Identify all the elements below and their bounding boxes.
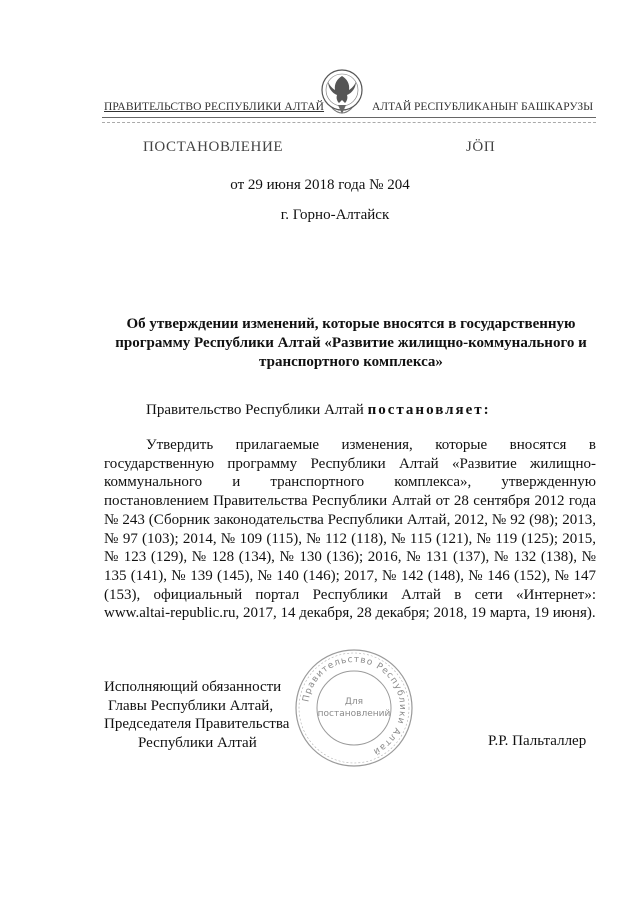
decree-prefix: Правительство Республики Алтай [146, 402, 364, 418]
body-paragraph: Утвердить прилагаемые изменения, которые вносятся в государственную программу Республики Алтай «Развитие жилищно-коммунального и транспортного комплекса», утвержденную постановлением Правительства Республики Алтай от 28 сентября 2012 года № 243 (Сборник законодательства Республики Алтай, 2012, № 92 (98); 2013, № 97 (103); 2014, № 109 (115), № 112 (118), № 115 (121), № 119 (125); 2015, № 123 (129), № 128 (134), № 130 (136); 2016, № 131 (137), № 132 (138), № 135 (141), № 139 (145), № 140 (146); 2017, № 142 (148), № 146 (152), № 147 (153), официальный портал Республики Алтай в сети «Интернет»: www.altai-republic.ru, 2017, 14 декабря, 28 декабря; 2018, 19 марта, 19 июня). [104, 437, 596, 622]
signatory-line-3: Председателя Правительства [104, 716, 290, 732]
stamp-center-line1: Для [344, 697, 364, 707]
header-rule-secondary [102, 122, 596, 123]
doc-type-ru: ПОСТАНОВЛЕНИЕ [143, 139, 284, 155]
doc-type-alt: ЈӦП [466, 139, 496, 155]
official-stamp [292, 646, 416, 770]
decree-line [146, 402, 491, 419]
signatory-line-1: Исполняющий обязанности [104, 679, 282, 695]
document-title: Об утверждении изменений, которые вносятся в государственную программу Республики Алтай «Развитие жилищно-коммунального и транспортного комплекса» [115, 316, 587, 370]
signatory-line-2: Главы Республики Алтай, [108, 697, 274, 714]
header-government-ru: ПРАВИТЕЛЬСТВО РЕСПУБЛИКИ АЛТАЙ [104, 101, 325, 113]
coat-of-arms-icon [318, 66, 366, 120]
signatory-line-4: Республики Алтай [138, 734, 257, 751]
header-rule [102, 117, 596, 118]
stamp-center-line2: постановлений [317, 709, 391, 719]
city-line: г. Горно-Алтайск [280, 207, 390, 223]
decree-verb: постановляет: [367, 402, 491, 418]
stamp-ring-text: Правительство Республики Алтай [301, 654, 408, 757]
signatory-position [104, 678, 289, 752]
date-number-line: от 29 июня 2018 года № 204 [230, 177, 410, 193]
signatory-name: Р.Р. Пальталлер [488, 733, 587, 749]
header-government-alt: АЛТАЙ РЕСПУБЛИКАНЫҤ БАШКАРУЗЫ [372, 101, 594, 113]
